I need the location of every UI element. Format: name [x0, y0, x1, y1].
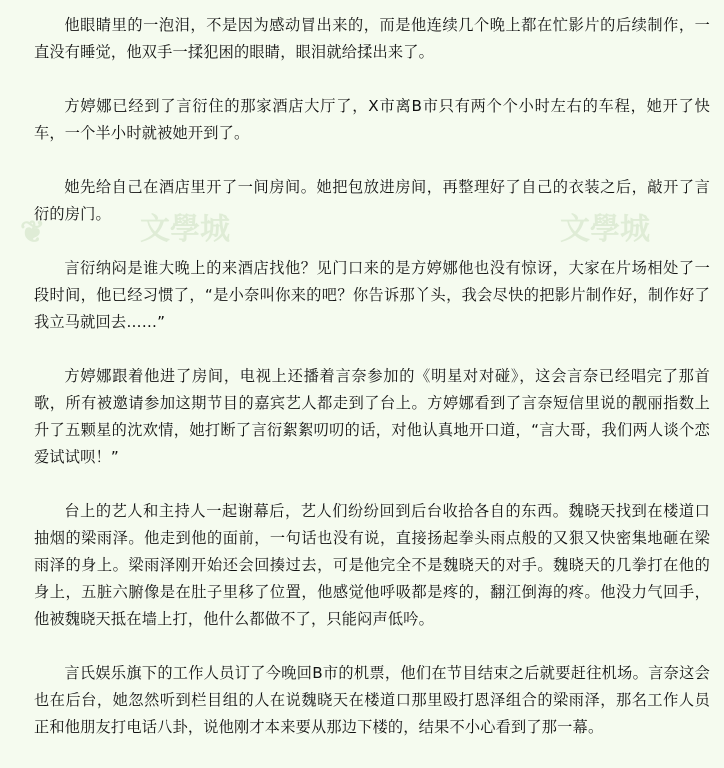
paragraph: 方婷娜跟着他进了房间，电视上还播着言奈参加的《明星对对碰》，这会言奈已经唱完了那首歌，所有被邀请参加这期节目的嘉宾艺人都走到了台上。方婷娜看到了言奈短信里说的靓丽指数上升了五颗星的沈欢情，她打断了言衍絮絮叨叨的话，对他认真地开口道，“言大哥，我们两人谈个恋爱试试呗！”	[34, 367, 710, 466]
paragraph: 言衍纳闷是谁大晚上的来酒店找他？见门口来的是方婷娜他也没有惊讶，大家在片场相处了一段时间，他已经习惯了，“是小奈叫你来的吧？你告诉那丫头，我会尽快的把影片制作好，制作好了我立马就回去……”	[34, 259, 710, 331]
watermark-text: 文學城	[560, 212, 650, 247]
article-body	[34, 12, 710, 768]
paragraph: 方婷娜已经到了言衍住的那家酒店大厅了，X市离B市只有两个个小时左右的车程，她开了快车，一个半小时就被她开到了。	[34, 97, 710, 142]
watermark-text: 文學城	[140, 212, 230, 247]
paragraph: 她先给自己在酒店里开了一间房间。她把包放进房间，再整理好了自己的衣装之后，敲开了言衍的房门。	[34, 178, 710, 223]
watermark-logo: ❦	[20, 215, 46, 250]
paragraph: 言氏娱乐旗下的工作人员订了今晚回B市的机票，他们在节目结束之后就要赶往机场。言奈这会也在后台，她忽然听到栏目组的人在说魏晓天在楼道口那里殴打恩泽组合的梁雨泽，那名工作人员正和他朋友打电话八卦，说他刚才本来要从那边下楼的，结果不小心看到了那一幕。	[34, 664, 710, 736]
paragraph: 他眼睛里的一泡泪，不是因为感动冒出来的，而是他连续几个晚上都在忙影片的后续制作，一直没有睡觉，他双手一揉犯困的眼睛，眼泪就给揉出来了。	[34, 16, 710, 61]
paragraph: 台上的艺人和主持人一起谢幕后，艺人们纷纷回到后台收拾各自的东西。魏晓天找到在楼道口抽烟的梁雨泽。他走到他的面前，一句话也没有说，直接扬起拳头雨点般的又狠又快密集地砸在梁雨泽的身上。梁雨泽刚开始还会回揍过去，可是他完全不是魏晓天的对手。魏晓天的几拳打在他的身上，五脏六腑像是在肚子里移了位置，他感觉他呼吸都是疼的，翻江倒海的疼。他没力气回手，他被魏晓天抵在墙上打，他什么都做不了，只能闷声低吟。	[34, 502, 710, 628]
